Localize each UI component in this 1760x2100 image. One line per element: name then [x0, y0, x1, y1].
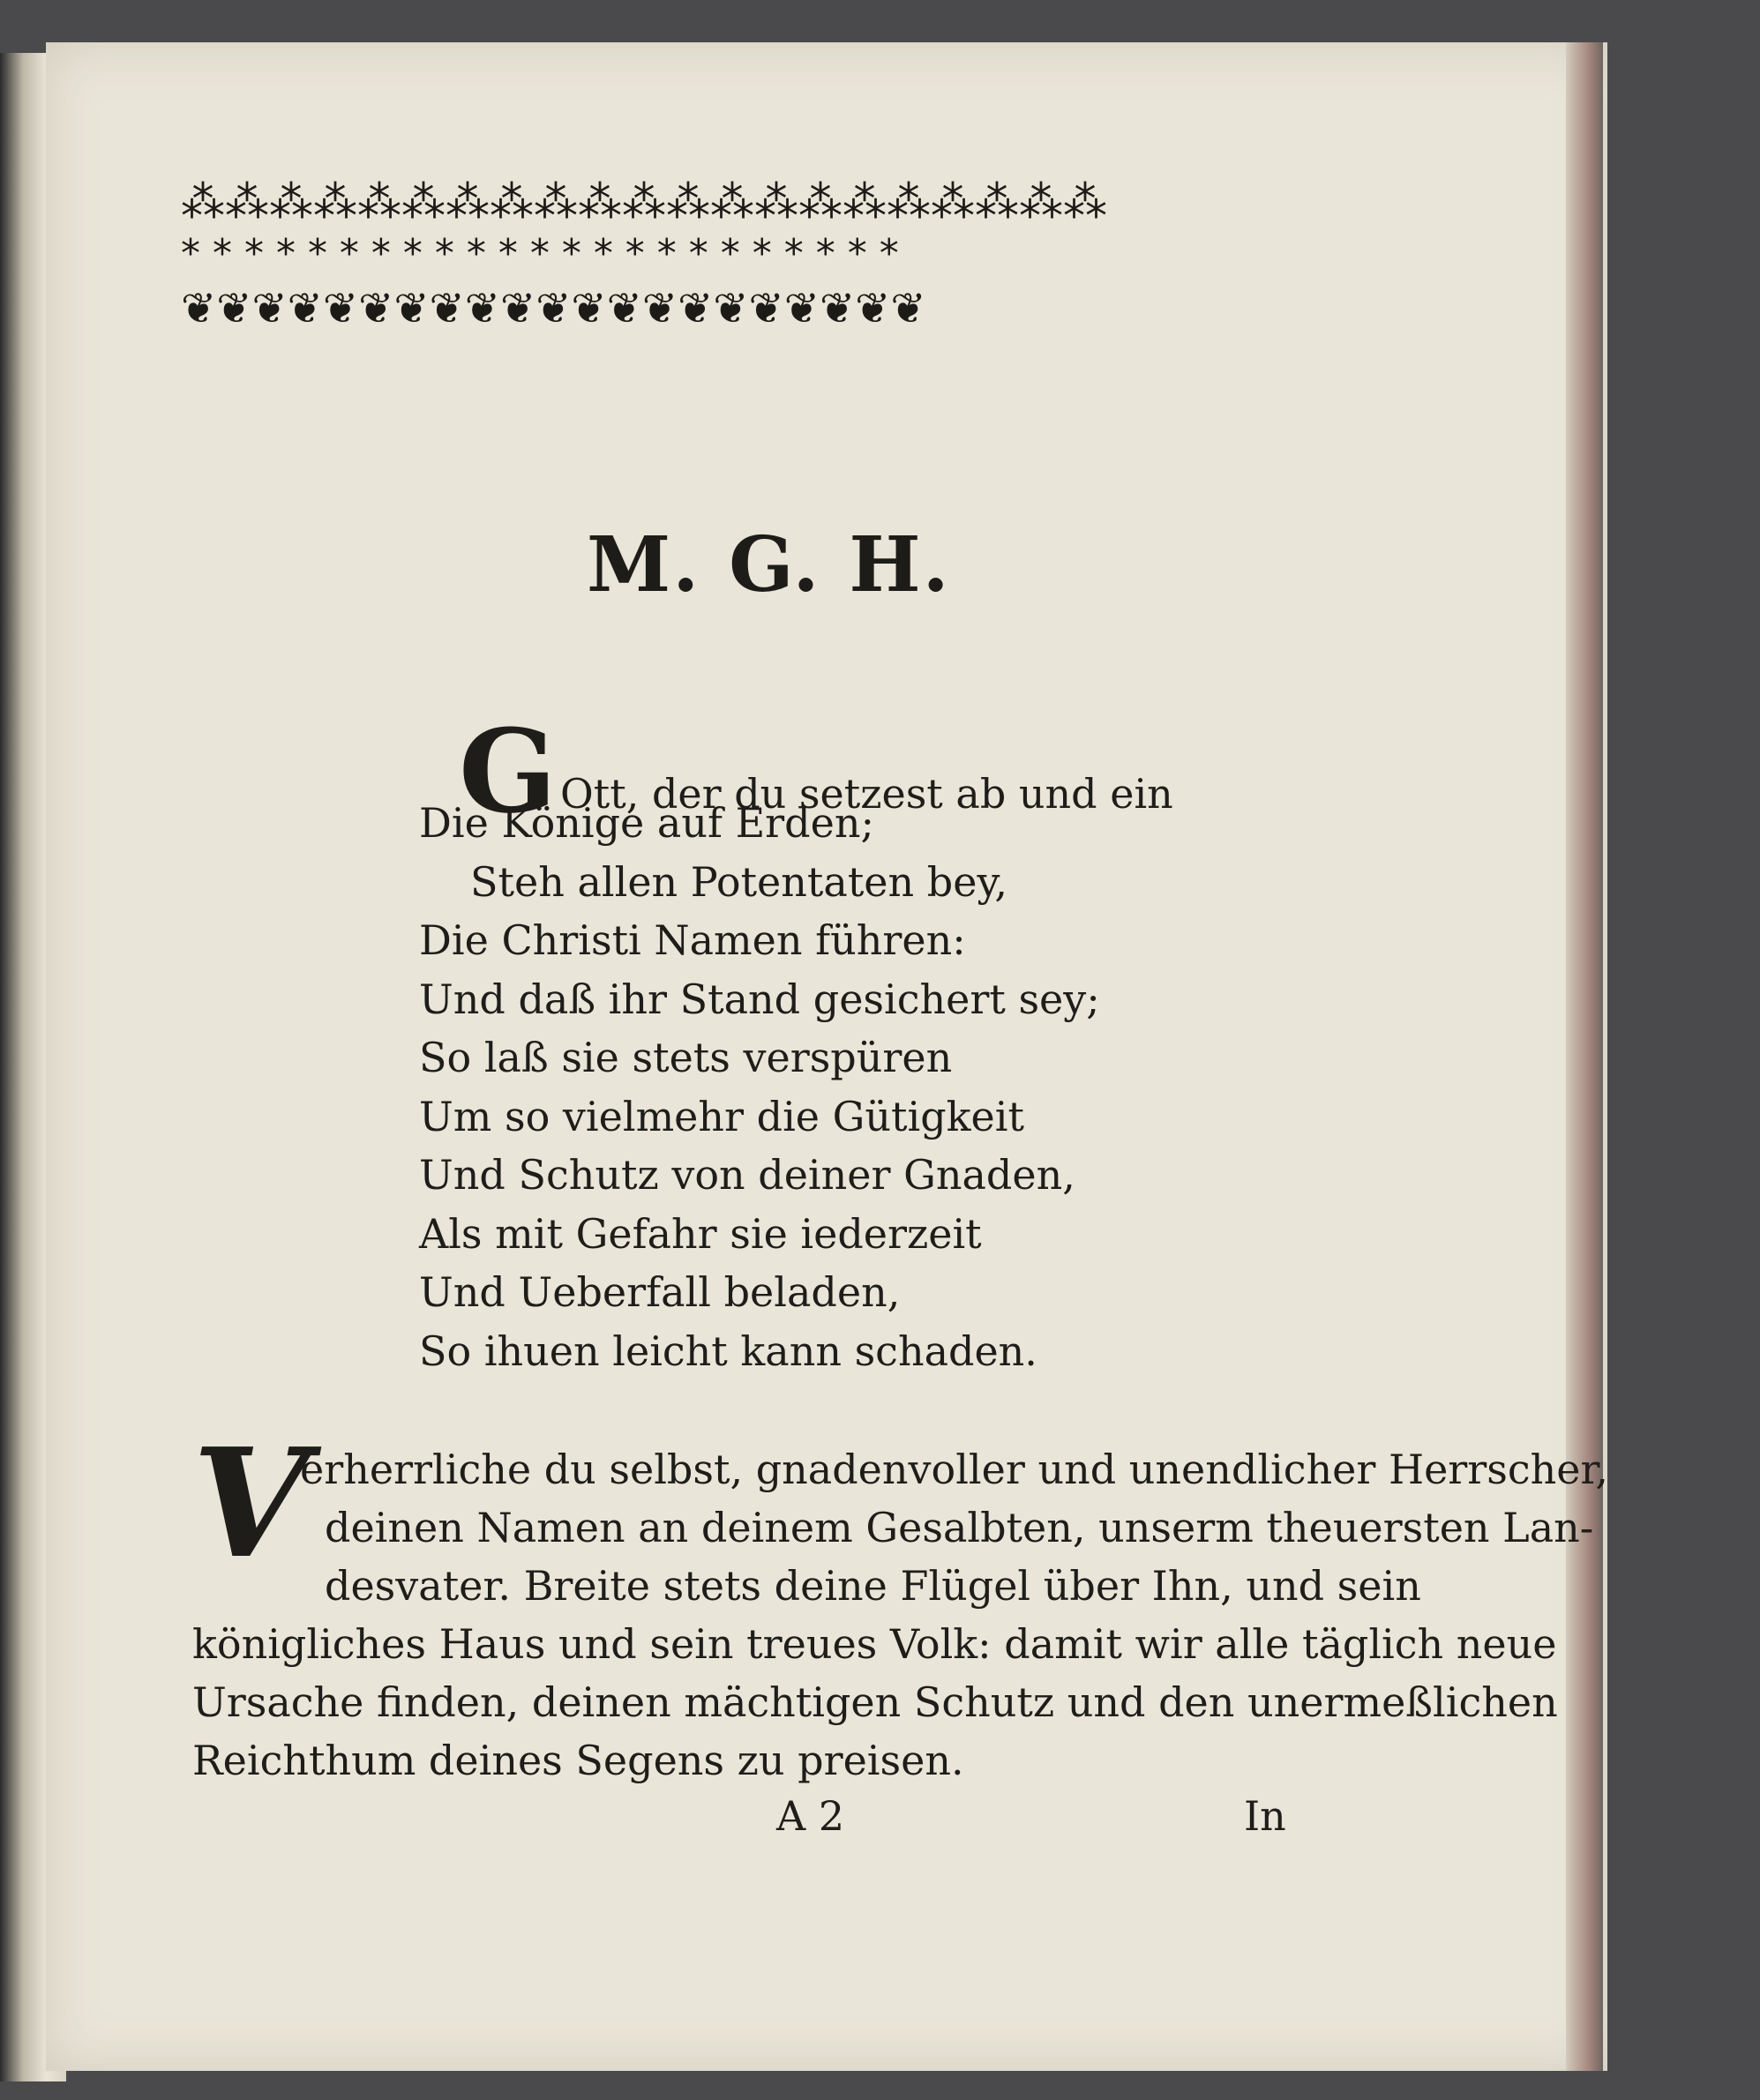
catchword: In [1244, 1792, 1286, 1840]
poem-dropcap: G [459, 704, 558, 839]
page-heading: M. G. H. [587, 520, 951, 609]
prose-line: desvater. Breite stets deine Flügel über Ihn, und sein [325, 1562, 1421, 1610]
poem-line: Die Christi Namen führen: [419, 916, 966, 964]
poem-line: So ihuen leicht kann schaden. [419, 1327, 1037, 1375]
signature-mark: A 2 [776, 1792, 845, 1840]
prose-line: deinen Namen an deinem Gesalbten, unserm theuersten Lan- [325, 1504, 1594, 1551]
poem-line: Und daß ihr Stand gesichert sey; [419, 975, 1100, 1023]
poem-line: Die Könige auf Erden; [419, 799, 874, 847]
poem-line: Und Schutz von deiner Gnaden, [419, 1151, 1075, 1199]
prose-line: Reichthum deines Segens zu preisen. [192, 1737, 964, 1784]
prose-dropcap: V [192, 1416, 309, 1592]
prose-line: erherrliche du selbst, gnadenvoller und unendlicher Herrscher, [300, 1446, 1609, 1493]
poem-line: Steh allen Potentaten bey, [470, 857, 1007, 906]
poem-line: Um so vielmehr die Gütigkeit [419, 1092, 1024, 1140]
poem-first-line-text: Ott, der du setzest ab und ein [560, 770, 1173, 818]
prose-line: Ursache finden, deinen mächtigen Schutz und den unermeßlichen [192, 1678, 1558, 1726]
poem-line: Als mit Gefahr sie iederzeit [419, 1209, 982, 1258]
poem-line: Und Ueberfall beladen, [419, 1268, 901, 1316]
poem-line: So laß sie stets verspüren [419, 1034, 953, 1081]
prose-line: königliches Haus und sein treues Volk: damit wir alle täglich neue [192, 1620, 1557, 1668]
ornament-band-bottom: ❦❦❦❦❦❦❦❦❦❦❦❦❦❦❦❦❦❦❦❦❦ [181, 284, 926, 333]
ornament-band-top: ⁂⁂⁂⁂⁂⁂⁂⁂⁂⁂⁂⁂⁂⁂⁂⁂⁂⁂⁂⁂⁂ [181, 176, 1107, 228]
page-block-edge [1566, 42, 1603, 2071]
ornament-band-stars: * * * * * * * * * * * * * * * * * * * * * * * [181, 231, 899, 276]
poem-verse [419, 794, 1301, 1380]
